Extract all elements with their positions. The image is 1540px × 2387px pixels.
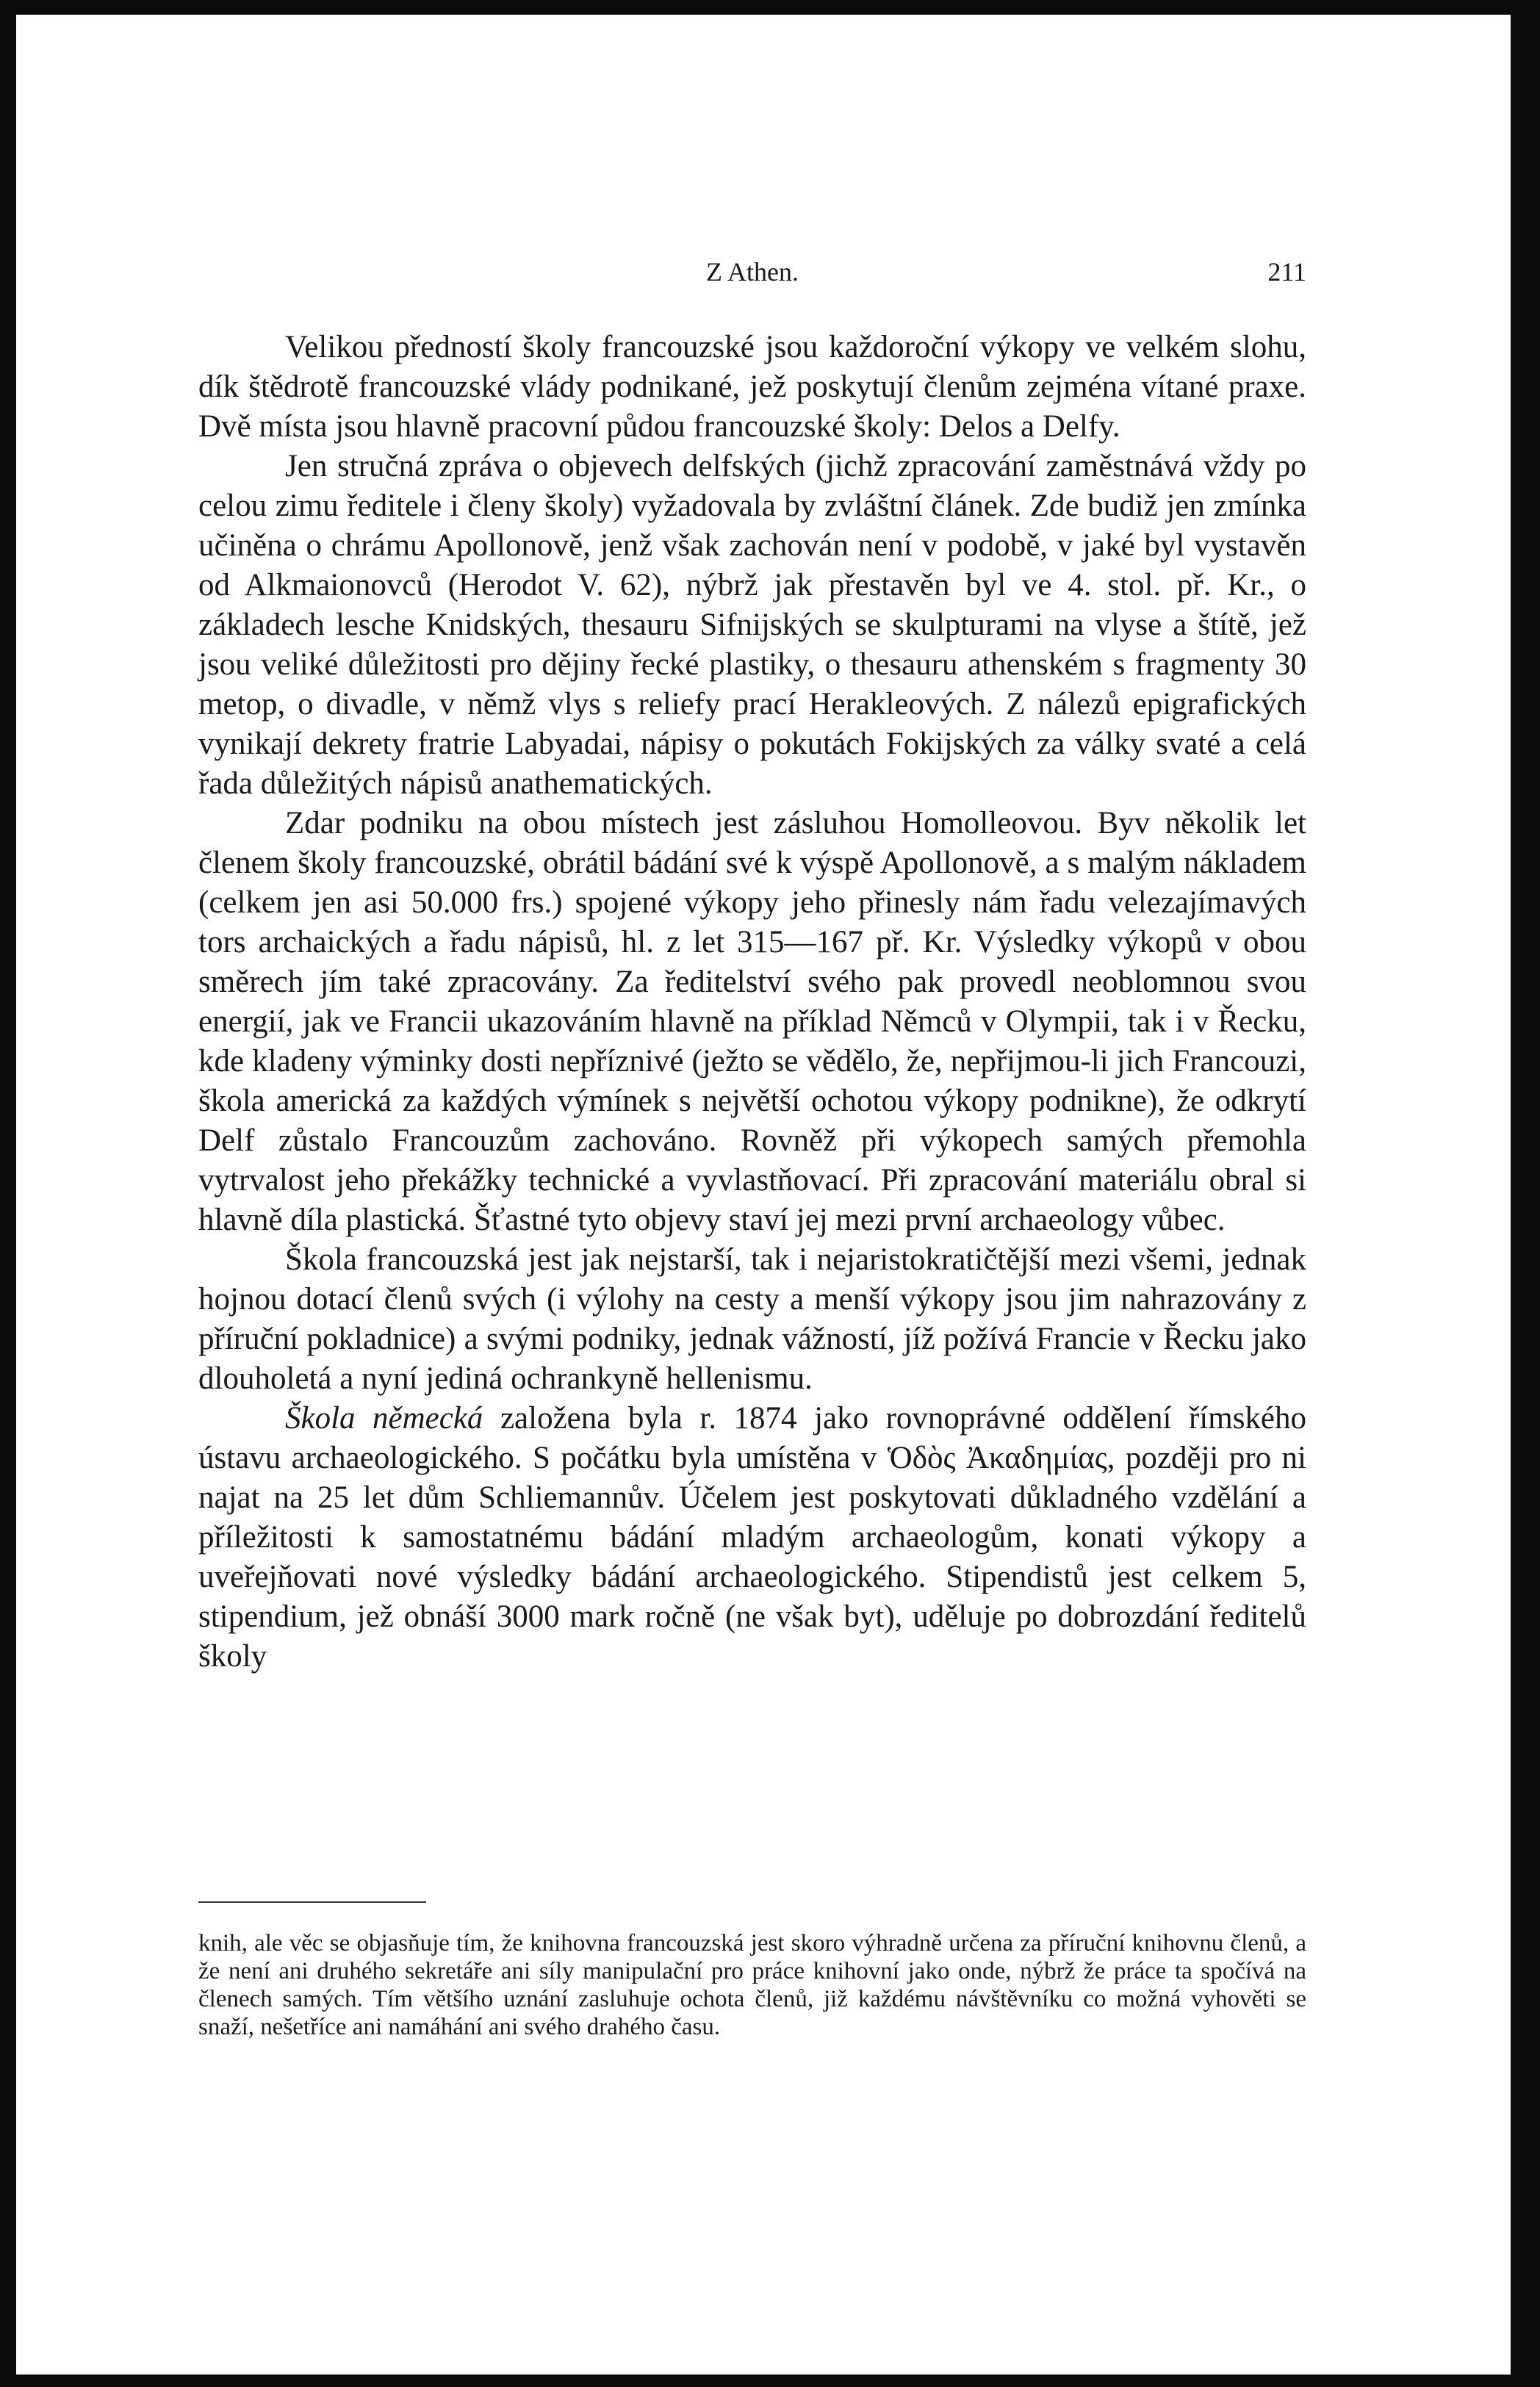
paragraph-5 — [198, 1399, 1306, 1677]
footnote: knih, ale věc se objasňuje tím, že knihovna francouzská jest skoro výhradně určena za příruční knihovnu členů, a že není ani druhého sekretáře ani síly manipulační pro práce knihovní jako onde, nýbrž že práce ta spočívá na členech samých. Tím většího uznání zasluhuje ochota členů, již každému návštěvníku co možná vyhověti se snaží, nešetříce ani namáhání ani svého drahého času. — [198, 1930, 1306, 2040]
paragraph-3: Zdar podniku na obou místech jest zásluhou Homolleovou. Byv několik let členem školy francouzské, obrátil bádání své k výspě Apollonově, a s malým nákladem (celkem jen asi 50.000 frs.) spojené výkopy jeho přinesly nám řadu velezajímavých tors archaických a řadu nápisů, hl. z let 315—167 př. Kr. Výsledky výkopů v obou směrech jím také zpracovány. Za ředitelství svého pak provedl neoblomnou svou energií, jak ve Francii ukazováním hlavně na příklad Němců v Olympii, tak i v Řecku, kde kladeny výminky dosti nepříznivé (ježto se vědělo, že, nepřijmou-li jich Francouzi, škola americká za každých výmínek s největší ochotou výkopy podnikne), že odkrytí Delf zůstalo Francouzům zachováno. Rovněž při výkopech samých přemohla vytrvalost jeho překážky technické a vyvlastňovací. Při zpracování materiálu obral si hlavně díla plastická. Šťastné tyto objevy staví jej mezi první archaeology vůbec. — [198, 806, 1306, 1237]
footnote-separator — [198, 1901, 426, 1903]
paragraph-1: Velikou předností školy francouzské jsou každoroční výkopy ve velkém slohu, dík štědrotě francouzské vlády podnikané, jež poskytují členům zejména vítané praxe. Dvě místa jsou hlavně pracovní půdou francouzské školy: Delos a Delfy. — [198, 330, 1306, 444]
body-text — [198, 328, 1306, 1677]
paragraph-4: Škola francouzská jest jak nejstarší, tak i nejaristokratičtější mezi všemi, jednak hojnou dotací členů svých (i výlohy na cesty a menší výkopy jsou jim nahrazovány z příruční pokladnice) a svými podniky, jednak vážností, jíž požívá Francie v Řecku jako dlouholetá a nyní jediná ochrankyně hellenismu. — [198, 1242, 1306, 1396]
paragraph-2: Jen stručná zpráva o objevech delfských (jichž zpracování zaměstnává vždy po celou zimu ředitele i členy školy) vyžadovala by zvláštní článek. Zde budiž jen zmínka učiněna o chrámu Apollonově, jenž však zachován není v podobě, v jaké byl vystavěn od Alkmaionovců (Herodot V. 62), nýbrž jak přestavěn byl ve 4. stol. př. Kr., o základech lesche Knidských, thesauru Sifnijských se skulpturami na vlyse a štítě, jež jsou veliké důležitosti pro dějiny řecké plastiky, o thesauru athenském s fragmenty 30 metop, o divadle, v němž vlys s reliefy prací Herakleových. Z nálezů epigrafických vynikají dekrety fratrie Labyadai, nápisy o pokutách Fokijských za války svaté a celá řada důležitých nápisů anathematických. — [198, 449, 1306, 801]
paragraph-5-text: založena byla r. 1874 jako rovnoprávné oddělení římského ústavu archaeologického. S počátku byla umístěna v Ὁδὸς Ἀκαδημίας, později pro ni najat na 25 let dům Schliemannův. Účelem jest poskytovati důkladného vzdělání a příležitosti k samostatnému bádání mladým archaeologům, konati výkopy a uveřejňovati nové výsledky bádání archaeologického. Stipendistů jest celkem 5, stipendium, jež obnáší 3000 mark ročně (ne však byt), uděluje po dobrozdání ředitelů školy — [198, 1401, 1307, 1674]
section-lead-italic: Škola německá — [285, 1401, 483, 1436]
page-number: 211 — [1267, 257, 1306, 287]
running-title: Z Athen. — [706, 257, 799, 287]
book-page — [16, 15, 1511, 2375]
page-header — [198, 251, 1306, 292]
